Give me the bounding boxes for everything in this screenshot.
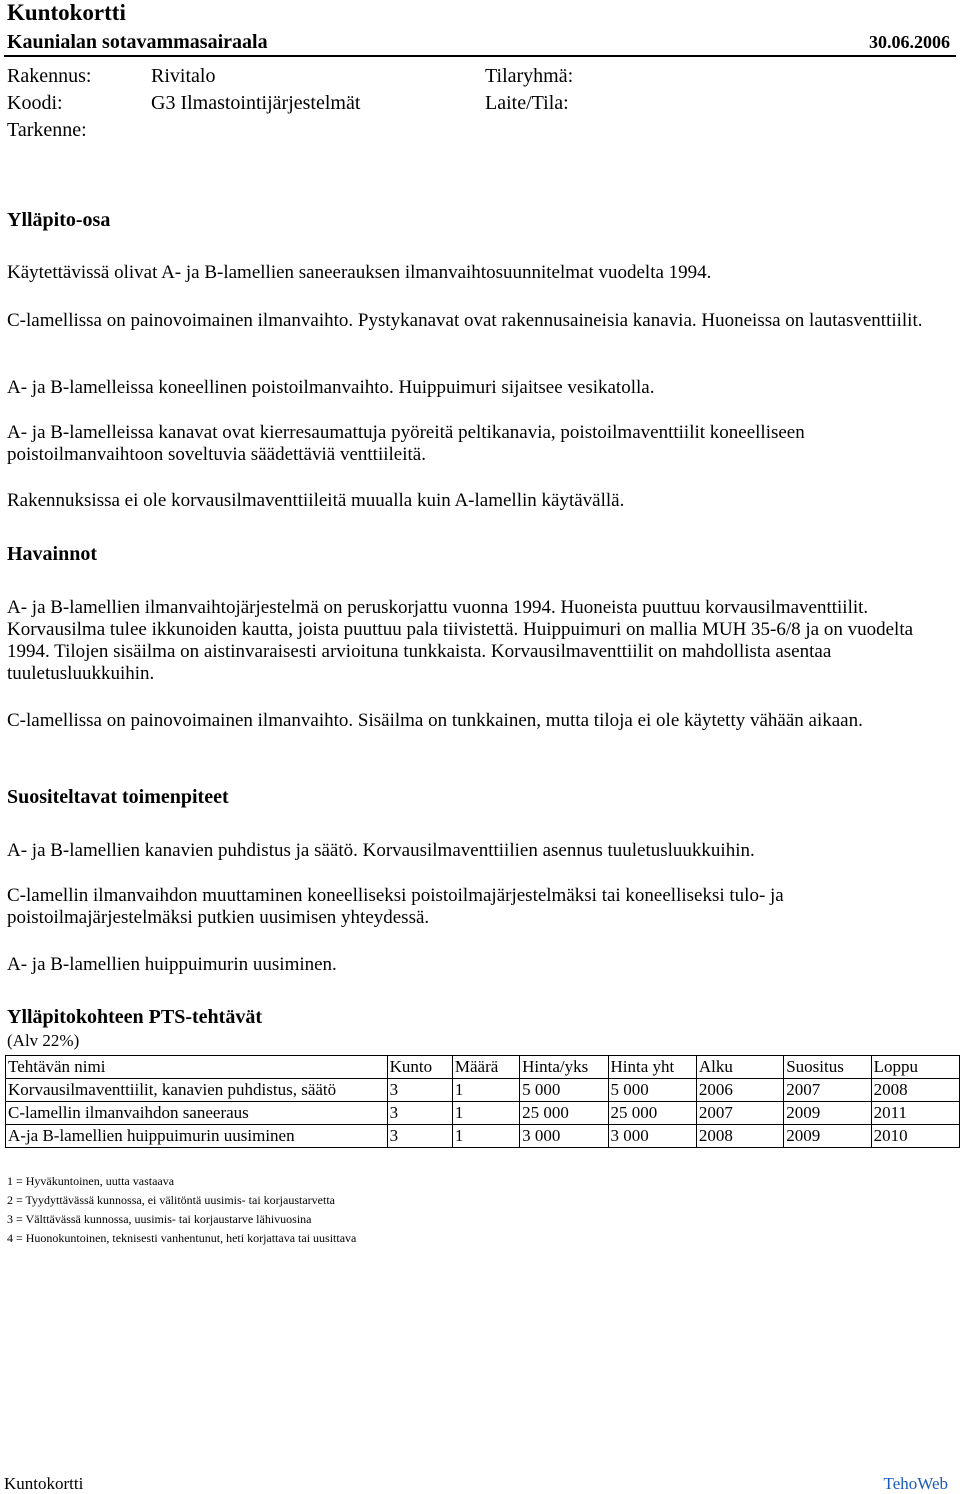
vat-note: (Alv 22%) [7, 1031, 80, 1050]
legend-item: 1 = Hyväkuntoinen, uutta vastaava [7, 1174, 175, 1188]
table-header-row [6, 1056, 960, 1079]
column-header: Kunto [387, 1056, 452, 1079]
condition-legend [7, 1172, 356, 1248]
yllapito-text-3: A- ja B-lamelleissa koneellinen poistoilmanvaihto. Huippuimuri sijaitsee vesikatolla. [7, 377, 655, 398]
table-row [6, 1125, 960, 1148]
pts-table [5, 1055, 960, 1148]
suositeltavat-heading: Suositeltavat toimenpiteet [7, 786, 229, 808]
table-cell: 2008 [871, 1079, 959, 1102]
table-row [6, 1102, 960, 1125]
column-header: Määrä [452, 1056, 519, 1079]
footer-brand-link[interactable]: TehoWeb [883, 1474, 948, 1493]
rakennus-value: Rivitalo [151, 65, 216, 87]
yllapito-text-2: C-lamellissa on painovoimainen ilmanvaihto. Pystykanavat ovat rakennusaineisia kanavia. Huoneissa on lautasventtiilit. [7, 310, 923, 331]
suositeltavat-para-1 [7, 840, 953, 862]
report-date: 30.06.2006 [869, 32, 950, 52]
table-cell: 1 [452, 1102, 519, 1125]
laite-label: Laite/Tila: [485, 92, 569, 114]
table-cell: 5 000 [520, 1079, 608, 1102]
rakennus-label: Rakennus: [7, 65, 92, 87]
suositeltavat-para-2 [7, 885, 953, 929]
havainnot-para-2 [7, 710, 953, 732]
havainnot-para-1 [7, 597, 953, 685]
header-divider [4, 55, 956, 57]
table-cell: 25 000 [520, 1102, 608, 1125]
table-cell: 2007 [784, 1079, 871, 1102]
table-cell: 2009 [784, 1125, 871, 1148]
table-cell: C-lamellin ilmanvaihdon saneeraus [6, 1102, 388, 1125]
column-header: Suositus [784, 1056, 871, 1079]
legend-item: 2 = Tyydyttävässä kunnossa, ei välitöntä uusimis- tai korjaustarvetta [7, 1193, 335, 1207]
table-cell: 2008 [696, 1125, 783, 1148]
page-title: Kuntokortti [7, 0, 126, 25]
pts-heading: Ylläpitokohteen PTS-tehtävät [7, 1006, 262, 1028]
yllapito-para-4 [7, 422, 953, 466]
havainnot-text-1: A- ja B-lamellien ilmanvaihtojärjestelmä on peruskorjattu vuonna 1994. Huoneista puuttuu korvausilmaventtiilit. Korvausilma tulee ikkunoiden kautta, joista puuttuu pala tiivistettä. Huippuimuri on mallia MUH 35-6/8 ja on vuodelta 1994. Tilojen sisäilma on aistinvaraisesti arvioituna tunkkaista. Korvausilmaventtiilit on mahdollista asentaa tuuletusluukkuihin. [7, 597, 914, 684]
yllapito-text-1: Käytettävissä olivat A- ja B-lamellien saneerauksen ilmanvaihtosuunnitelmat vuodelta 1994. [7, 262, 712, 283]
column-header: Tehtävän nimi [6, 1056, 388, 1079]
table-cell: 2007 [696, 1102, 783, 1125]
legend-item: 3 = Välttävässä kunnossa, uusimis- tai korjaustarve lähivuosina [7, 1212, 312, 1226]
column-header: Hinta/yks [520, 1056, 608, 1079]
table-cell: 2011 [871, 1102, 959, 1125]
table-cell: 1 [452, 1079, 519, 1102]
table-cell: 25 000 [608, 1102, 696, 1125]
column-header: Loppu [871, 1056, 959, 1079]
footer-title: Kuntokortti [4, 1474, 84, 1493]
suositeltavat-text-3: A- ja B-lamellien huippuimurin uusiminen. [7, 954, 337, 975]
yllapito-text-5: Rakennuksissa ei ole korvausilmaventtiileitä muualla kuin A-lamellin käytävällä. [7, 490, 625, 511]
suositeltavat-text-1: A- ja B-lamellien kanavien puhdistus ja säätö. Korvausilmaventtiilien asennus tuuletusluukkuihin. [7, 840, 755, 861]
koodi-label: Koodi: [7, 92, 63, 114]
yllapito-para-1 [7, 262, 953, 284]
table-cell: 2009 [784, 1102, 871, 1125]
table-cell: 3 000 [520, 1125, 608, 1148]
havainnot-text-2: C-lamellissa on painovoimainen ilmanvaihto. Sisäilma on tunkkainen, mutta tiloja ei ole käytetty vähään aikaan. [7, 710, 863, 731]
table-cell: 3 [387, 1125, 452, 1148]
table-cell: 2006 [696, 1079, 783, 1102]
organization-bar [7, 31, 950, 53]
koodi-value: G3 Ilmastointijärjestelmät [151, 92, 361, 114]
table-cell: 3 000 [608, 1125, 696, 1148]
suositeltavat-text-2: C-lamellin ilmanvaihdon muuttaminen koneelliseksi poistoilmajärjestelmäksi tai koneelliseksi tulo- ja poistoilmajärjestelmäksi putkien uusimisen yhteydessä. [7, 885, 784, 928]
table-cell: 2010 [871, 1125, 959, 1148]
table-cell: 5 000 [608, 1079, 696, 1102]
tilaryhma-label: Tilaryhmä: [485, 65, 574, 87]
table-cell: A-ja B-lamellien huippuimurin uusiminen [6, 1125, 388, 1148]
table-cell: 3 [387, 1079, 452, 1102]
table-cell: Korvausilmaventtiilit, kanavien puhdistus, säätö [6, 1079, 388, 1102]
table-row [6, 1079, 960, 1102]
tarkenne-label: Tarkenne: [7, 119, 87, 141]
yllapito-heading: Ylläpito-osa [7, 209, 111, 231]
organization-name: Kaunialan sotavammasairaala [7, 31, 268, 53]
yllapito-para-2 [7, 310, 953, 332]
table-cell: 3 [387, 1102, 452, 1125]
yllapito-para-5 [7, 490, 953, 512]
yllapito-text-4: A- ja B-lamelleissa kanavat ovat kierresaumattuja pyöreitä peltikanavia, poistoilmaventtiilit koneelliseen poistoilmanvaihtoon soveltuvia säädettäviä venttiileitä. [7, 422, 805, 465]
table-cell: 1 [452, 1125, 519, 1148]
meta-block [0, 63, 960, 147]
column-header: Hinta yht [608, 1056, 696, 1079]
legend-item: 4 = Huonokuntoinen, teknisesti vanhentunut, heti korjattava tai uusittava [7, 1231, 357, 1245]
column-header: Alku [696, 1056, 783, 1079]
yllapito-para-3 [7, 377, 953, 399]
suositeltavat-para-3 [7, 954, 953, 976]
havainnot-heading: Havainnot [7, 543, 98, 565]
